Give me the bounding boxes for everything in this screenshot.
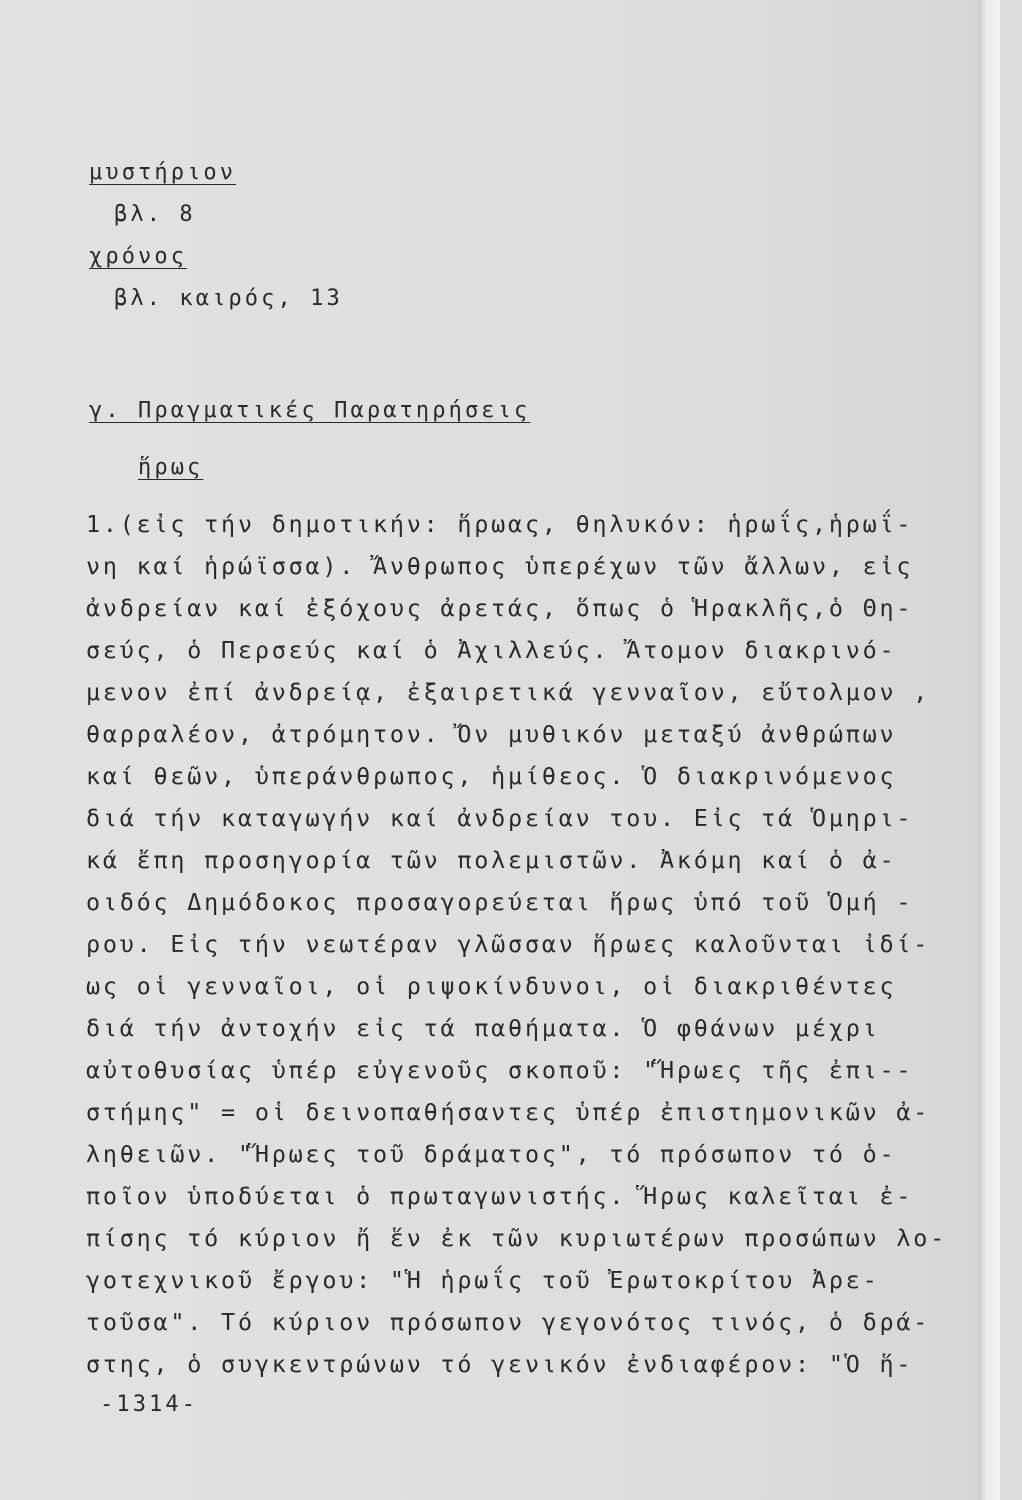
paragraph-line: νη καί ἡρώϊσσα). Ἄνθρωπος ὑπερέχων τῶν ἄλλων, εἰς <box>86 552 914 580</box>
paragraph-line: ποῖον ὑποδύεται ὁ πρωταγωνιστής. Ἥρως καλεῖται ἐ- <box>86 1182 914 1210</box>
entry-reference-chronos: βλ. καιρός, 13 <box>114 286 343 311</box>
headword: ἥρως <box>138 455 204 480</box>
paragraph-line: οιδός Δημόδοκος προσαγορεύεται ἥρως ὑπό τοῦ Ὁμή - <box>86 888 914 916</box>
paragraph-line: τοῦσα". Τό κύριον πρόσωπον γεγονότος τινός, ὁ δρά- <box>86 1308 931 1336</box>
section-title: γ. Πραγματικές Παρατηρήσεις <box>89 398 531 423</box>
paragraph-line: στήμης" = οἱ δεινοπαθήσαντες ὑπέρ ἐπιστημονικῶν ἀ- <box>86 1098 931 1126</box>
entry-reference-mysterion: βλ. 8 <box>114 202 196 227</box>
paragraph-line: ως οἱ γενναῖοι, οἱ ριψοκίνδυνοι, οἱ διακριθέντες <box>86 972 897 1000</box>
paragraph-line: καί θεῶν, ὑπεράνθρωπος, ἡμίθεος. Ὁ διακρινόμενος <box>86 762 897 790</box>
paragraph-line: 1.(εἰς τήν δημοτικήν: ἥρωας, θηλυκόν: ἡρωΐς,ἡρωΐ- <box>86 510 914 538</box>
entry-term-mysterion: μυστήριον <box>89 160 237 185</box>
page-edge-shadow <box>978 0 1000 1500</box>
paragraph-line: διά τήν καταγωγήν καί ἀνδρείαν του. Εἰς τά Ὁμηρι- <box>86 804 914 832</box>
paragraph-line: θαρραλέον, ἀτρόμητον. Ὄν μυθικόν μεταξύ ἀνθρώπων <box>86 720 897 748</box>
page-number: -1314- <box>100 1392 199 1417</box>
paragraph-line: στης, ὁ συγκεντρώνων τό γενικόν ἐνδιαφέρον: "Ὁ ἥ- <box>86 1350 914 1378</box>
paragraph-line: διά τήν ἀντοχήν εἰς τά παθήματα. Ὁ φθάνων μέχρι <box>86 1014 880 1042</box>
paragraph-line: πίσης τό κύριον ἤ ἕν ἐκ τῶν κυριωτέρων προσώπων λο- <box>86 1224 947 1252</box>
paragraph-line: κά ἔπη προσηγορία τῶν πολεμιστῶν. Ἀκόμη καί ὁ ἀ- <box>86 846 897 874</box>
paragraph-line: ἀνδρείαν καί ἐξόχους ἀρετάς, ὅπως ὁ Ἡρακλῆς,ὁ Θη- <box>86 594 914 622</box>
paragraph-line: γοτεχνικοῦ ἔργου: "Ἡ ἡρωΐς τοῦ Ἐρωτοκρίτου Ἀρε- <box>86 1266 880 1294</box>
paragraph-line: ρου. Εἰς τήν νεωτέραν γλῶσσαν ἥρωες καλοῦνται ἰδί- <box>86 930 931 958</box>
paragraph-line: σεύς, ὁ Περσεύς καί ὁ Ἀχιλλεύς. Ἄτομον διακρινό- <box>86 636 897 664</box>
paragraph-line: ληθειῶν. "Ἥρωες τοῦ δράματος", τό πρόσωπον τό ὁ- <box>86 1140 897 1168</box>
paragraph-line: αὐτοθυσίας ὑπέρ εὐγενοῦς σκοποῦ: "Ἥρωες τῆς ἐπι-- <box>86 1056 914 1084</box>
entry-term-chronos: χρόνος <box>89 244 188 269</box>
paragraph-line: μενον ἐπί ἀνδρείᾳ, ἐξαιρετικά γενναῖον, εὔτολμον , <box>86 678 931 706</box>
